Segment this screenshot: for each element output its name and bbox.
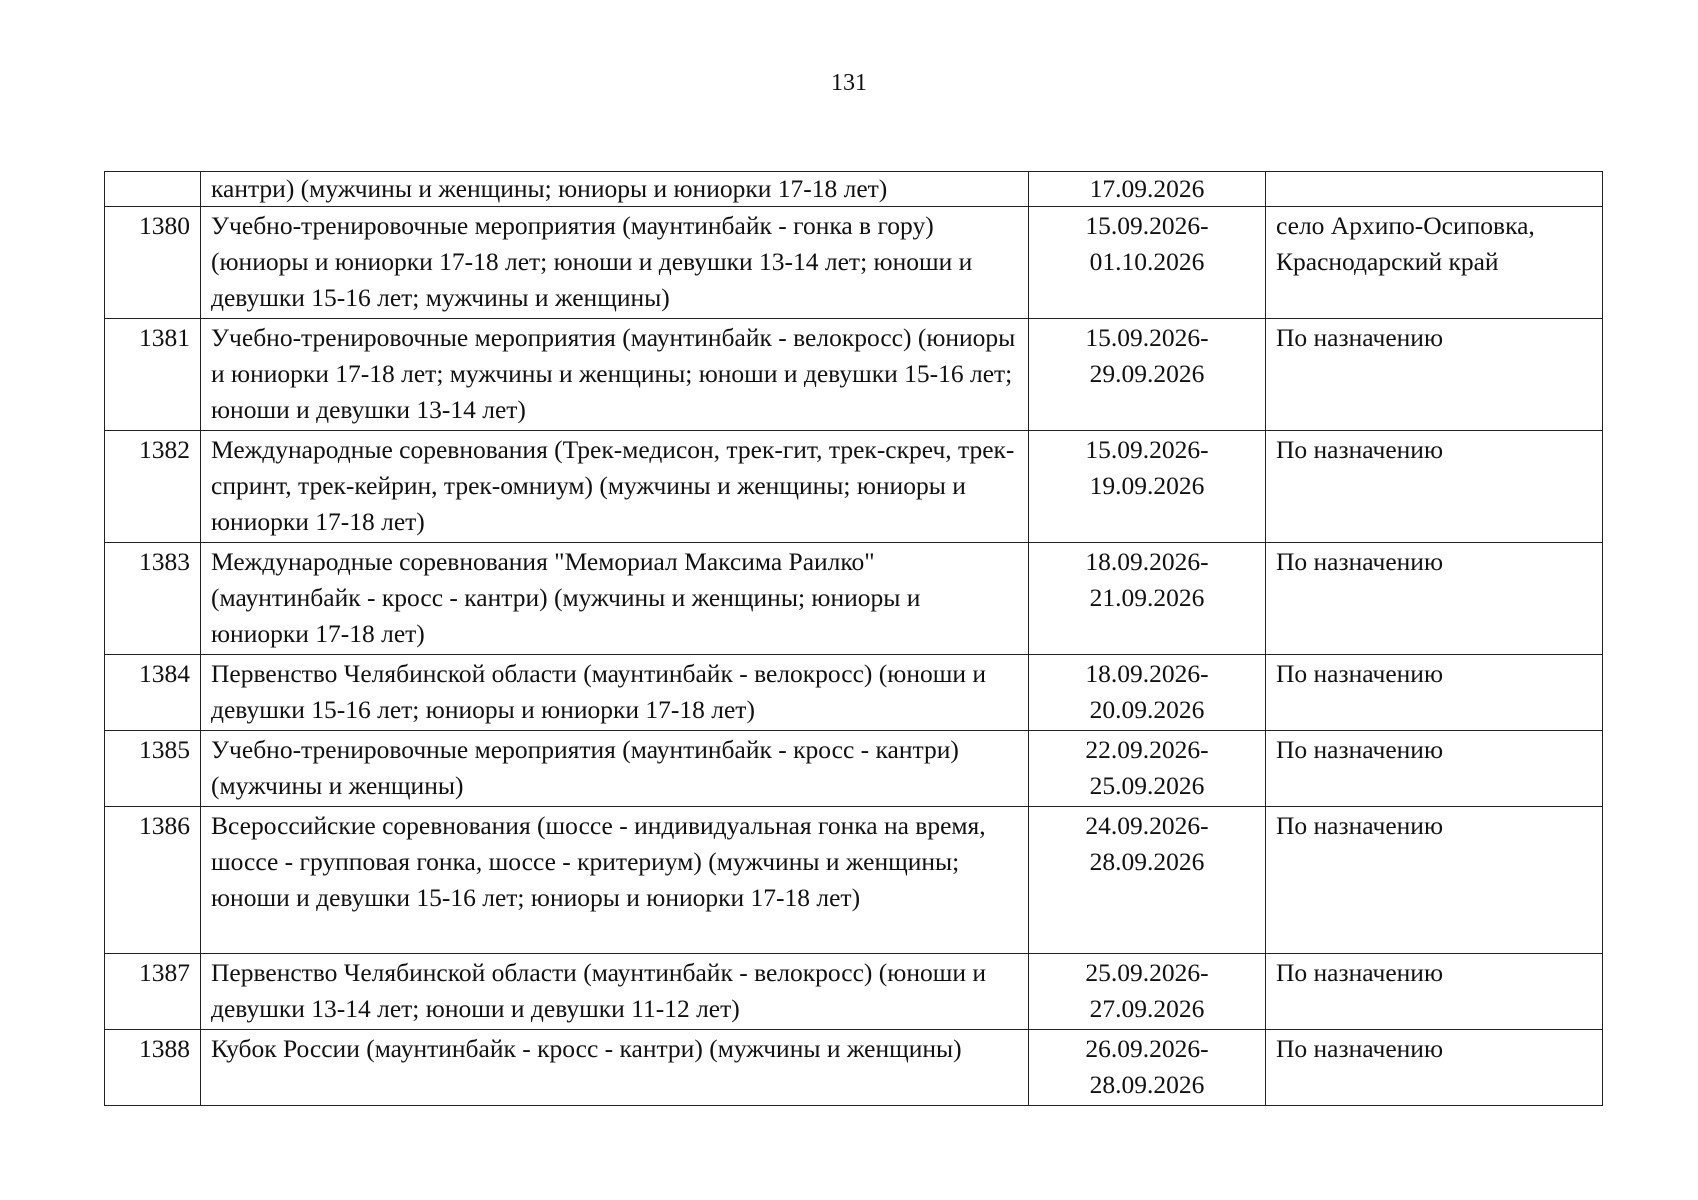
- event-number-cell: 1385: [105, 731, 201, 807]
- event-name-cell: Всероссийские соревнования (шоссе - индивидуальная гонка на время, шоссе - групповая гонка, шоссе - критериум) (мужчины и женщины; юноши и девушки 15-16 лет; юниоры и юниорки 17-18 лет): [201, 807, 1029, 954]
- table-row: [105, 807, 1603, 954]
- date-end: 20.09.2026: [1089, 695, 1205, 724]
- event-number-cell: 1381: [105, 319, 201, 431]
- page-number: 131: [831, 70, 867, 96]
- event-place-cell: [1266, 172, 1603, 207]
- table-row: [105, 431, 1603, 543]
- date-start: 15.09.2026-: [1085, 323, 1209, 352]
- date-end: 29.09.2026: [1089, 359, 1205, 388]
- event-name-cell: Кубок России (маунтинбайк - кросс - кантри) (мужчины и женщины): [201, 1030, 1029, 1106]
- event-name-cell: кантри) (мужчины и женщины; юниоры и юниорки 17-18 лет): [201, 172, 1029, 207]
- date-end: 01.10.2026: [1089, 247, 1205, 276]
- event-place-cell: село Архипо-Осиповка, Краснодарский край: [1266, 207, 1603, 319]
- event-place-cell: По назначению: [1266, 543, 1603, 655]
- table-row: [105, 319, 1603, 431]
- event-date-cell: [1029, 543, 1266, 655]
- event-date-cell: [1029, 731, 1266, 807]
- event-number-cell: [105, 172, 201, 207]
- table-row: [105, 207, 1603, 319]
- date-start: 18.09.2026-: [1085, 547, 1209, 576]
- table-row: [105, 543, 1603, 655]
- event-number-cell: 1386: [105, 807, 201, 954]
- event-date-cell: [1029, 807, 1266, 954]
- event-place-cell: По назначению: [1266, 431, 1603, 543]
- event-name-cell: Международные соревнования (Трек-медисон, трек-гит, трек-скреч, трек-спринт, трек-кейрин, трек-омниум) (мужчины и женщины; юниоры и юниорки 17-18 лет): [201, 431, 1029, 543]
- event-date-cell: [1029, 207, 1266, 319]
- event-name-cell: Международные соревнования "Мемориал Максима Раилко" (маунтинбайк - кросс - кантри) (мужчины и женщины; юниоры и юниорки 17-18 лет): [201, 543, 1029, 655]
- date-end: 27.09.2026: [1089, 994, 1205, 1023]
- table-row: [105, 731, 1603, 807]
- event-place-cell: По назначению: [1266, 954, 1603, 1030]
- event-date-cell: [1029, 655, 1266, 731]
- event-date-cell: [1029, 431, 1266, 543]
- event-date-cell: [1029, 1030, 1266, 1106]
- event-name-cell: Учебно-тренировочные мероприятия (маунтинбайк - гонка в гору) (юниоры и юниорки 17-18 лет; юноши и девушки 13-14 лет; юноши и девушки 15-16 лет; мужчины и женщины): [201, 207, 1029, 319]
- date-start: 22.09.2026-: [1085, 735, 1209, 764]
- event-name-cell: Первенство Челябинской области (маунтинбайк - велокросс) (юноши и девушки 15-16 лет; юниоры и юниорки 17-18 лет): [201, 655, 1029, 731]
- event-number-cell: 1387: [105, 954, 201, 1030]
- events-table: [104, 171, 1603, 1106]
- date-start: 15.09.2026-: [1085, 435, 1209, 464]
- date-start: 18.09.2026-: [1085, 659, 1209, 688]
- date-start: 24.09.2026-: [1085, 811, 1209, 840]
- date-end: 28.09.2026: [1089, 1070, 1205, 1099]
- event-number-cell: 1380: [105, 207, 201, 319]
- event-place-cell: По назначению: [1266, 1030, 1603, 1106]
- event-number-cell: 1383: [105, 543, 201, 655]
- event-name-cell: Первенство Челябинской области (маунтинбайк - велокросс) (юноши и девушки 13-14 лет; юноши и девушки 11-12 лет): [201, 954, 1029, 1030]
- date-end: 21.09.2026: [1089, 583, 1205, 612]
- date-start: 15.09.2026-: [1085, 211, 1209, 240]
- table-row-continuation: [105, 172, 1603, 207]
- table-row: [105, 1030, 1603, 1106]
- event-date-cell: [1029, 954, 1266, 1030]
- date-start: 26.09.2026-: [1085, 1034, 1209, 1063]
- event-place-cell: По назначению: [1266, 731, 1603, 807]
- date-end: 28.09.2026: [1089, 847, 1205, 876]
- date-end: 19.09.2026: [1089, 471, 1205, 500]
- event-name-cell: Учебно-тренировочные мероприятия (маунтинбайк - кросс - кантри) (мужчины и женщины): [201, 731, 1029, 807]
- date-start: 25.09.2026-: [1085, 958, 1209, 987]
- event-number-cell: 1388: [105, 1030, 201, 1106]
- date-end: 25.09.2026: [1089, 771, 1205, 800]
- table-row: [105, 655, 1603, 731]
- event-place-cell: По назначению: [1266, 319, 1603, 431]
- event-number-cell: 1384: [105, 655, 201, 731]
- event-place-cell: По назначению: [1266, 807, 1603, 954]
- table-row: [105, 954, 1603, 1030]
- event-date-cell: [1029, 319, 1266, 431]
- event-place-cell: По назначению: [1266, 655, 1603, 731]
- event-number-cell: 1382: [105, 431, 201, 543]
- event-date-cell: 17.09.2026: [1029, 172, 1266, 207]
- event-name-cell: Учебно-тренировочные мероприятия (маунтинбайк - велокросс) (юниоры и юниорки 17-18 лет; мужчины и женщины; юноши и девушки 15-16 лет; юноши и девушки 13-14 лет): [201, 319, 1029, 431]
